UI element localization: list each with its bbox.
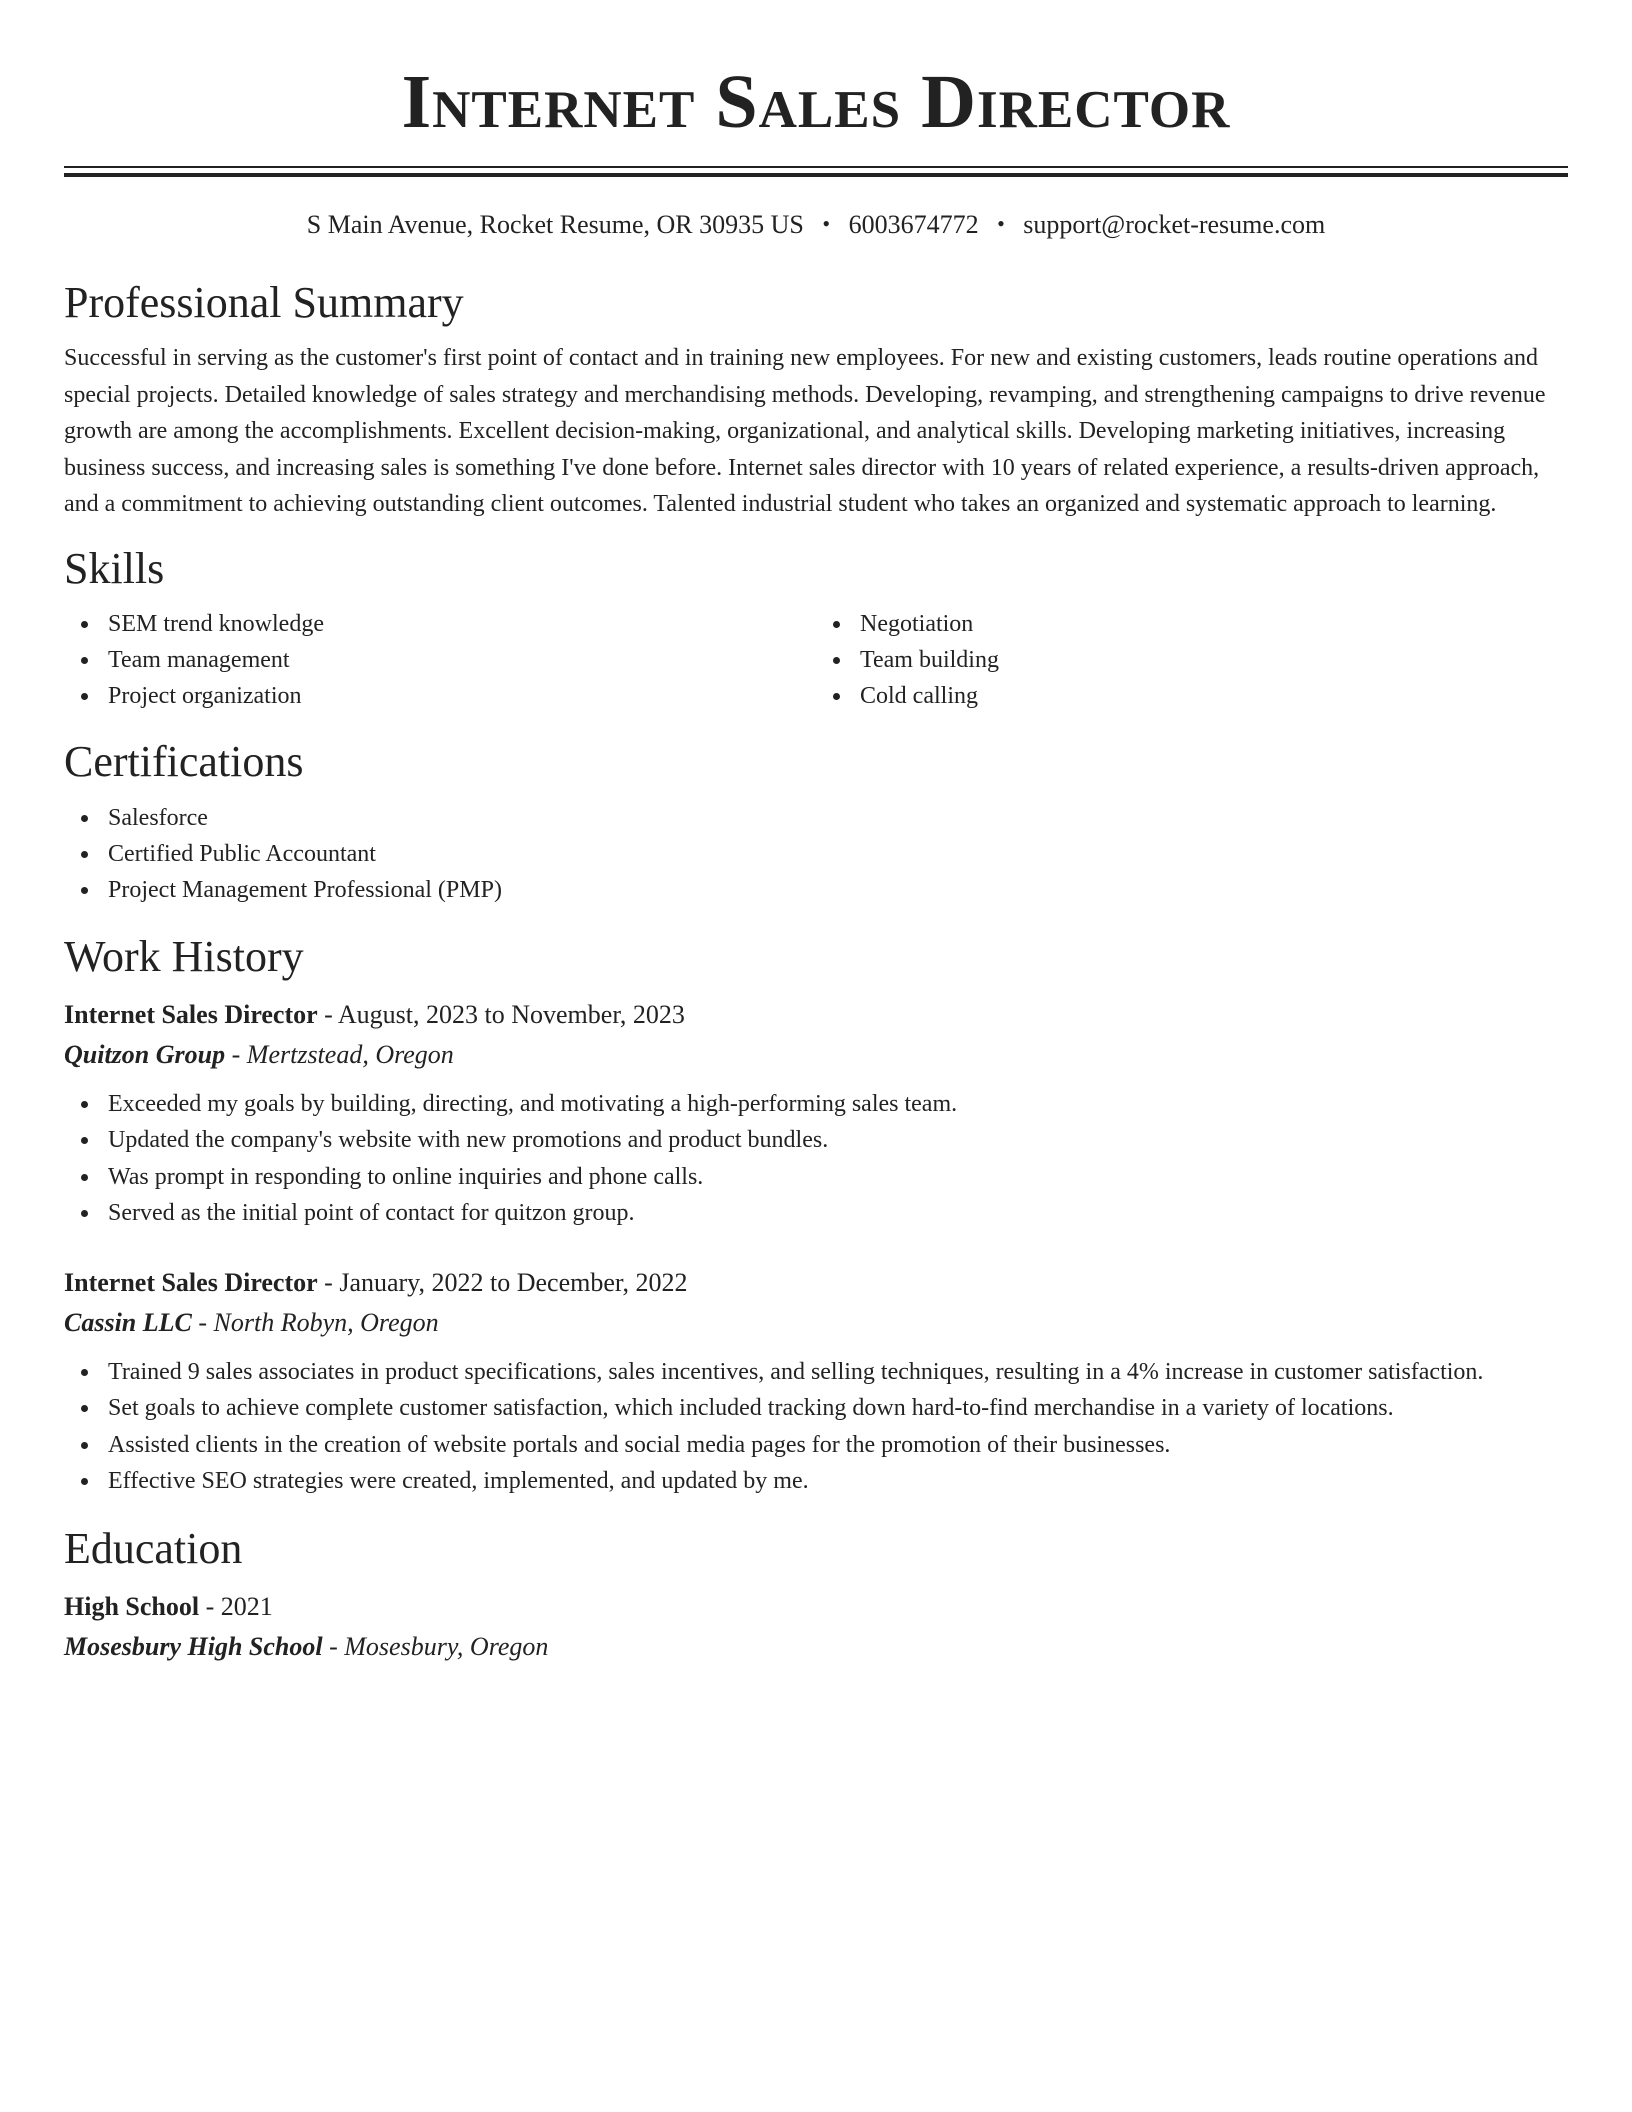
- job-entry: [64, 1263, 1568, 1500]
- job-bullets: [64, 1086, 1568, 1232]
- work-history-heading: Work History: [64, 931, 304, 981]
- certification-item: Salesforce: [108, 800, 1568, 836]
- contact-line: [64, 209, 1568, 240]
- education-year: - 2021: [199, 1591, 273, 1621]
- job-company-line: [64, 1303, 1568, 1343]
- education-degree: High School: [64, 1591, 200, 1621]
- education-location: - Mosesbury, Oregon: [322, 1631, 549, 1661]
- job-entry: [64, 995, 1568, 1232]
- resume-name: Internet Sales Director: [401, 60, 1231, 144]
- contact-address: S Main Avenue, Rocket Resume, OR 30935 US: [306, 210, 804, 239]
- job-company: Cassin LLC: [64, 1307, 192, 1337]
- skill-item: Project organization: [108, 678, 816, 714]
- skills-heading: Skills: [64, 543, 165, 593]
- job-bullet: Exceeded my goals by building, directing, and motivating a high-performing sales team.: [108, 1086, 1568, 1123]
- skill-item: Team building: [860, 642, 1568, 678]
- skills-column-left: [64, 606, 816, 714]
- job-bullet: Trained 9 sales associates in product specifications, sales incentives, and selling techniques, resulting in a 4% increase in customer satisfaction.: [108, 1354, 1568, 1391]
- skill-item: Team management: [108, 642, 816, 678]
- education-entry: [64, 1587, 1568, 1667]
- certifications-list: [64, 800, 1568, 908]
- skill-item: Cold calling: [860, 678, 1568, 714]
- education-school-line: [64, 1627, 1568, 1667]
- job-heading: [64, 995, 1568, 1035]
- education-heading-line: [64, 1587, 1568, 1627]
- education-heading: Education: [64, 1523, 243, 1573]
- job-heading: [64, 1263, 1568, 1303]
- job-bullet: Updated the company's website with new promotions and product bundles.: [108, 1122, 1568, 1159]
- job-bullet: Effective SEO strategies were created, implemented, and updated by me.: [108, 1463, 1568, 1500]
- summary-text: Successful in serving as the customer's first point of contact and in training new employees. For new and existing customers, leads routine operations and special projects. Detailed knowledge of sales strategy and merchandising methods. Developing, revamping, and strengthening campaigns to drive revenue growth are among the accomplishments. Excellent decision-making, organizational, and analytical skills. Developing marketing initiatives, increasing business success, and increasing sales is something I've done before. Internet sales director with 10 years of related experience, a results-driven approach, and a commitment to achieving outstanding client outcomes. Talented industrial student who takes an organized and systematic approach to learning.: [64, 345, 1546, 517]
- skill-item: Negotiation: [860, 606, 1568, 642]
- summary-heading: Professional Summary: [64, 278, 464, 327]
- job-dates: - August, 2023 to November, 2023: [317, 999, 685, 1029]
- job-company-line: [64, 1035, 1568, 1075]
- header-double-rule: [64, 166, 1568, 177]
- certification-item: Project Management Professional (PMP): [108, 872, 1568, 908]
- job-company: Quitzon Group: [64, 1039, 226, 1069]
- certifications-heading: Certifications: [64, 736, 304, 786]
- job-dates: - January, 2022 to December, 2022: [317, 1267, 688, 1297]
- job-role: Internet Sales Director: [64, 999, 318, 1029]
- job-role: Internet Sales Director: [64, 1267, 318, 1297]
- job-bullets: [64, 1354, 1568, 1500]
- job-location: - Mertzstead, Oregon: [225, 1039, 454, 1069]
- contact-email: support@rocket-resume.com: [1023, 210, 1326, 239]
- contact-separator: •: [822, 211, 831, 236]
- job-bullet: Served as the initial point of contact for quitzon group.: [108, 1195, 1568, 1232]
- skills-column-right: [816, 606, 1568, 714]
- job-bullet: Assisted clients in the creation of website portals and social media pages for the promotion of their businesses.: [108, 1427, 1568, 1464]
- job-bullet: Set goals to achieve complete customer satisfaction, which included tracking down hard-to-find merchandise in a variety of locations.: [108, 1390, 1568, 1427]
- contact-phone: 6003674772: [848, 210, 979, 239]
- certification-item: Certified Public Accountant: [108, 836, 1568, 872]
- skills-list: [64, 606, 1568, 714]
- education-school: Mosesbury High School: [64, 1631, 323, 1661]
- skill-item: SEM trend knowledge: [108, 606, 816, 642]
- job-bullet: Was prompt in responding to online inquiries and phone calls.: [108, 1159, 1568, 1196]
- contact-separator: •: [997, 211, 1005, 236]
- job-location: - North Robyn, Oregon: [191, 1307, 439, 1337]
